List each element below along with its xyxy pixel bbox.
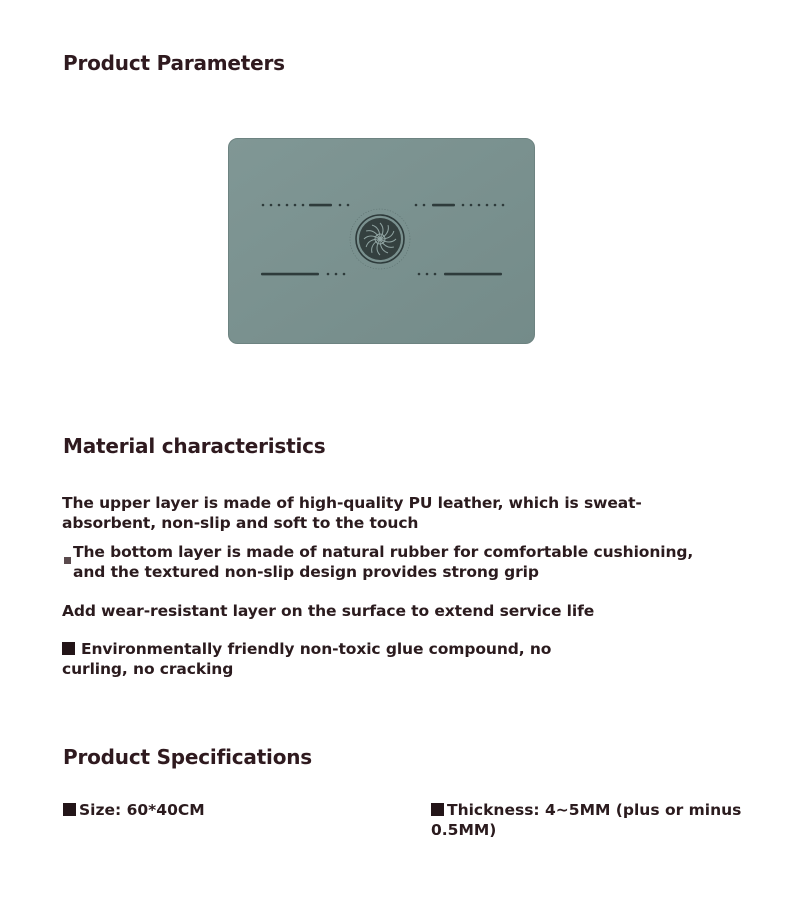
material-characteristics-heading: Material characteristics bbox=[63, 434, 326, 458]
material-point-glue bbox=[62, 639, 551, 679]
square-bullet-icon bbox=[63, 803, 76, 816]
material-point-bottom-layer bbox=[62, 542, 693, 582]
spec-thickness-text: Thickness: 4~5MM (plus or minus 0.5MM) bbox=[431, 801, 742, 839]
material-point-bottom-layer-line1: The bottom layer is made of natural rubber for comfortable cushioning, bbox=[73, 543, 694, 561]
spec-size bbox=[63, 800, 205, 820]
material-point-upper-layer bbox=[62, 493, 642, 533]
material-point-glue-line2: curling, no cracking bbox=[62, 660, 234, 678]
material-point-wear-resistant: Add wear-resistant layer on the surface to extend service life bbox=[62, 602, 595, 620]
square-bullet-icon bbox=[62, 642, 75, 655]
product-specifications-heading: Product Specifications bbox=[63, 745, 312, 769]
material-point-upper-layer-line2: absorbent, non-slip and soft to the touch bbox=[62, 514, 419, 532]
material-point-bottom-layer-line2: and the textured non-slip design provides strong grip bbox=[73, 563, 539, 581]
square-bullet-icon bbox=[431, 803, 444, 816]
spec-thickness bbox=[431, 800, 790, 840]
yoga-mat-image bbox=[228, 138, 535, 344]
square-bullet-icon bbox=[64, 557, 71, 564]
spec-size-text: Size: 60*40CM bbox=[79, 801, 205, 819]
material-point-glue-line1: Environmentally friendly non-toxic glue compound, no bbox=[81, 640, 552, 658]
material-point-upper-layer-line1: The upper layer is made of high-quality PU leather, which is sweat- bbox=[62, 494, 642, 512]
product-parameters-heading: Product Parameters bbox=[63, 51, 285, 75]
